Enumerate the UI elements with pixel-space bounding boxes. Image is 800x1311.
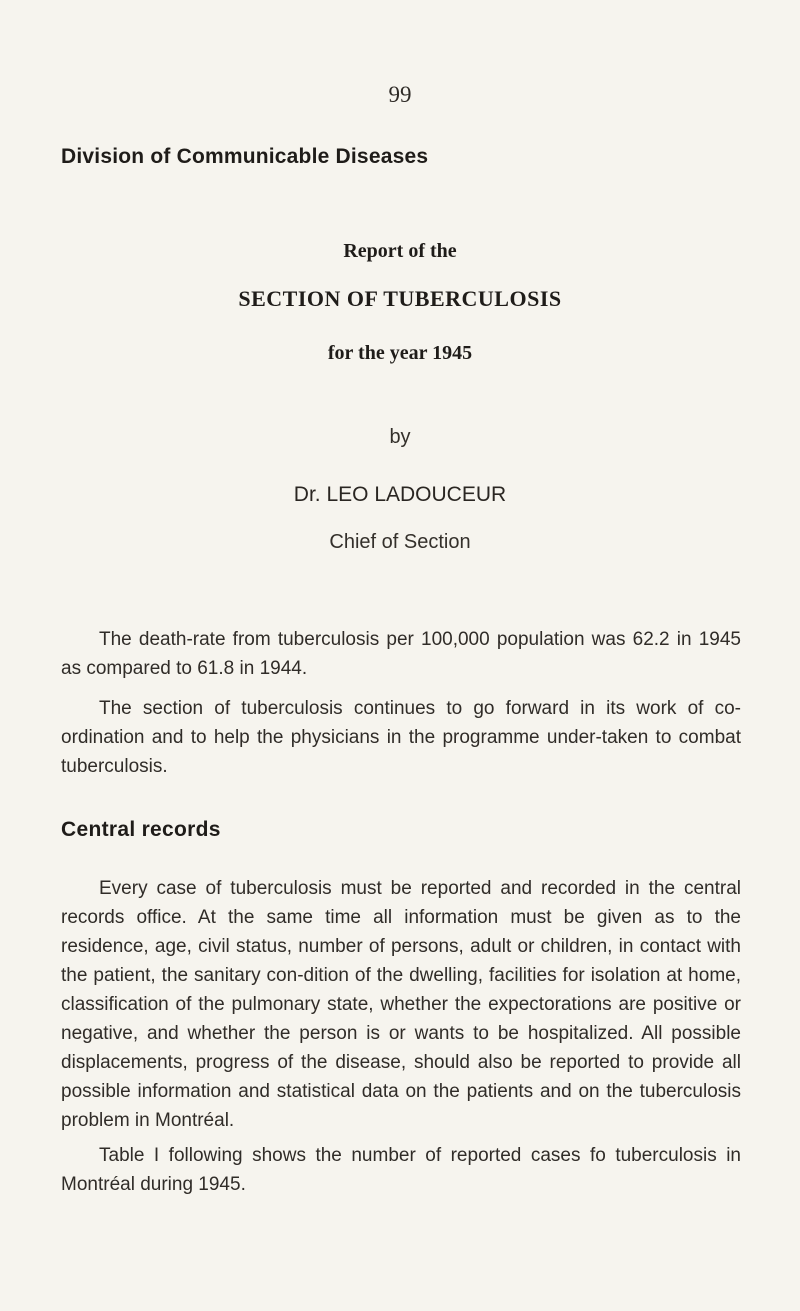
central-records-heading: Central records <box>61 818 221 841</box>
author-role: Chief of Section <box>329 531 471 553</box>
paragraph-death-rate <box>61 625 741 683</box>
paragraph-text: Every case of tuberculosis must be reported and recorded in the central records office. At the same time all information must be given as to the residence, age, civil status, number of persons, adult or children, in contact with the patient, the sanitary con-dition of the dwelling, facilities for isolation at home, classification of the pulmonary state, whether the expectorations are positive or negative, and whether the person is or wants to be hospitalized. All possible displacements, progress of the disease, should also be reported to provide all possible information and statistical data on the patients and on the tuberculosis problem in Montréal. <box>61 878 741 1131</box>
paragraph-central-records <box>61 874 741 1135</box>
by-line: by <box>389 426 411 448</box>
page-number: 99 <box>388 82 412 107</box>
report-year: for the year 1945 <box>327 342 473 364</box>
paragraph-table-reference <box>61 1141 741 1199</box>
author-name: Dr. LEO LADOUCEUR <box>293 483 507 506</box>
paragraph-text: The section of tuberculosis continues to go forward in its work of co-ordination and to help the physicians in the programme under-taken to combat tuberculosis. <box>61 698 741 777</box>
section-title: SECTION OF TUBERCULOSIS <box>238 286 562 311</box>
division-title: Division of Communicable Diseases <box>61 145 429 168</box>
paragraph-text: Table I following shows the number of reported cases fo tuberculosis in Montréal during 1945. <box>61 1145 741 1195</box>
report-of-heading: Report of the <box>343 240 457 262</box>
paragraph-section-work <box>61 694 741 781</box>
paragraph-text: The death-rate from tuberculosis per 100,000 population was 62.2 in 1945 as compared to 61.8 in 1944. <box>61 629 741 679</box>
